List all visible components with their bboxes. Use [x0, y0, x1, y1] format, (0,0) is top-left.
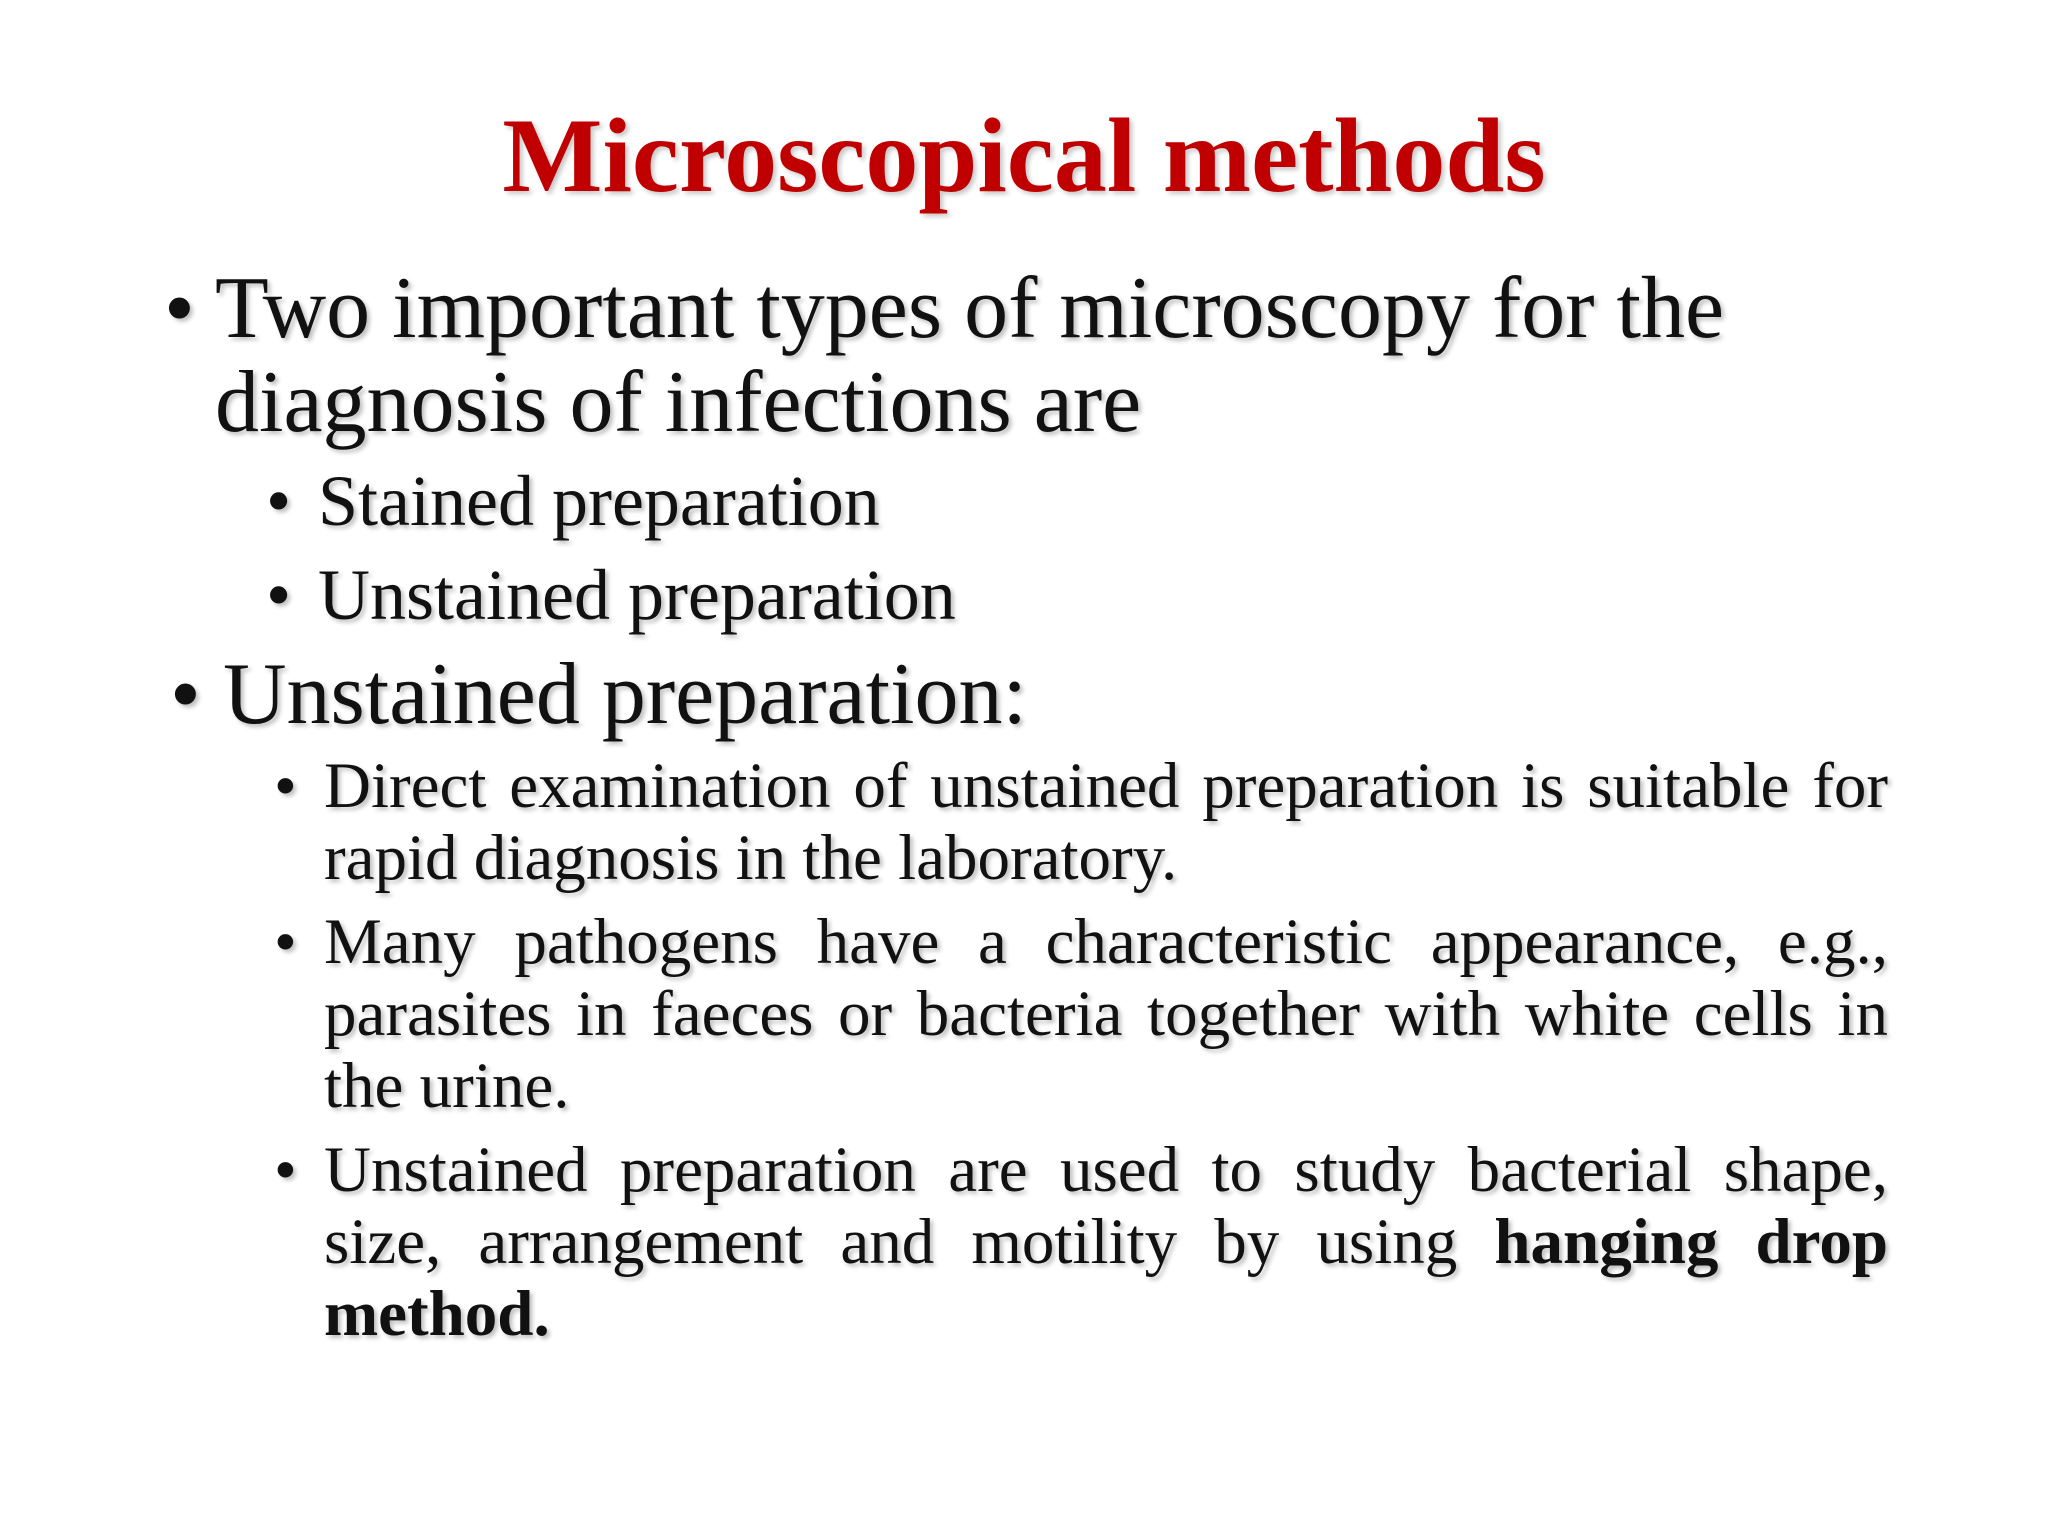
detail-text-container [324, 1134, 1888, 1350]
detail-item-1 [274, 750, 1888, 894]
detail-text: Many pathogens have a characteristic appearance, e.g., parasites in faeces or bacteria together with white cells in the urine. [324, 906, 1888, 1122]
detail-item-3 [274, 1134, 1888, 1350]
subitem-text: Unstained preparation [318, 555, 956, 635]
bullet-dot: • [274, 1134, 297, 1206]
bullet-dot: • [274, 906, 297, 978]
detail-text: Unstained preparation are used to study bacterial shape, size, arrangement and motility by using [324, 1134, 1888, 1278]
slide-title: Microscopical methods [502, 97, 1546, 214]
bullet-unstained-heading-text: Unstained preparation: [223, 646, 1027, 743]
bullet-dot: • [170, 646, 201, 743]
subitem-text: Stained preparation [318, 461, 880, 541]
bullet-dot: • [266, 555, 292, 635]
subitem-unstained [266, 556, 1866, 634]
bullet-intro [164, 260, 1890, 451]
detail-text: Direct examination of unstained preparation is suitable for rapid diagnosis in the laboratory. [324, 750, 1888, 894]
bullet-intro-text: Two important types of microscopy for the diagnosis of infections are [215, 260, 1725, 451]
hanging-drop-method-text: hanging drop method. [324, 1206, 1888, 1350]
bullet-dot: • [274, 750, 297, 822]
bullet-unstained-heading [170, 646, 1876, 743]
bullet-dot: • [266, 461, 292, 541]
detail-item-2 [274, 906, 1888, 1122]
subitem-stained [266, 462, 1866, 540]
bullet-dot: • [164, 260, 195, 357]
